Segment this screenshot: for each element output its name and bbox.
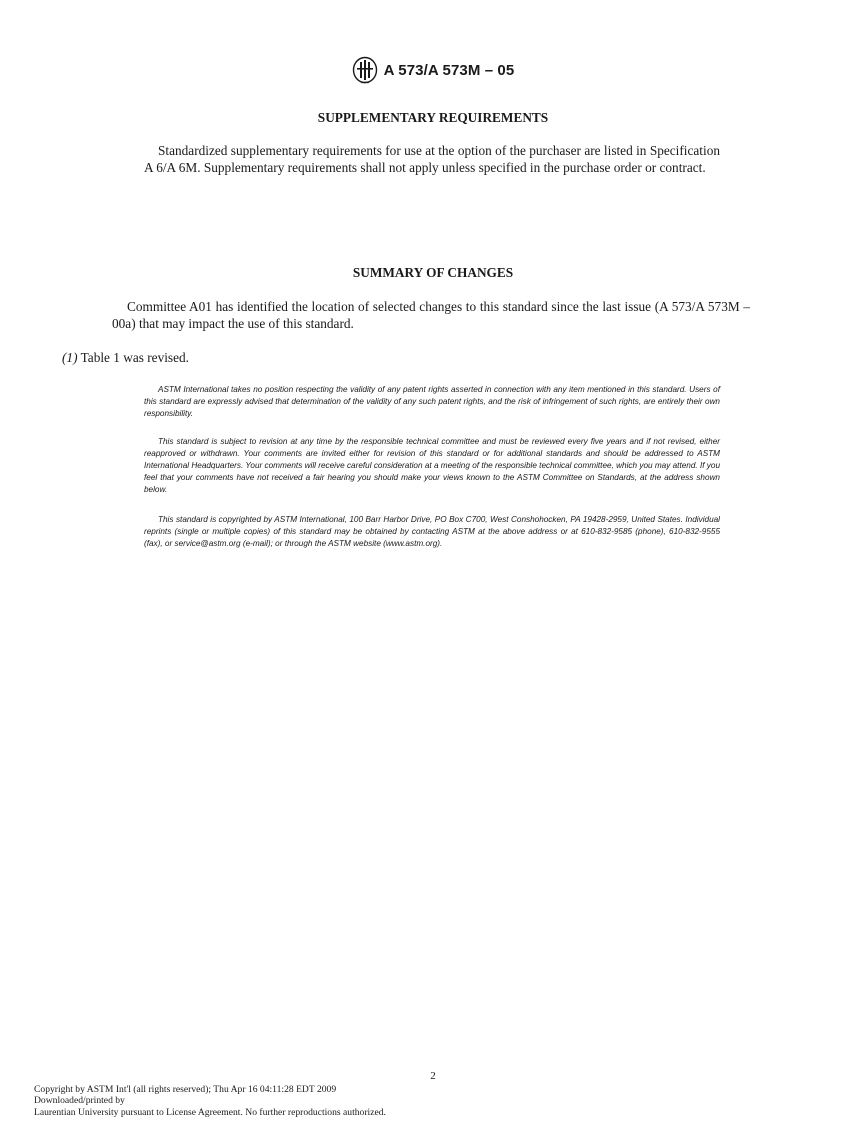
change-item-text: Table 1 was revised. (80, 350, 189, 365)
summary-of-changes-paragraph (112, 299, 750, 332)
summary-of-changes-text: Committee A01 has identified the location of selected changes to this standard since the last issue (A 573/A 573M – 00a) that may impact the use of this standard. (112, 299, 750, 331)
change-list-item (62, 350, 189, 366)
revision-notice (144, 436, 720, 496)
copyright-notice-text: This standard is copyrighted by ASTM International, 100 Barr Harbor Drive, PO Box C700, West Conshohocken, PA 19428-2959, United States. Individual reprints (single or multiple copies) of this standard may be obtained by contacting ASTM at the above address or at 610-832-9585 (phone), 610-832-9555 (fax), or service@astm.org (e-mail); or through the ASTM website (www.astm.org). (144, 515, 720, 549)
page-header (0, 56, 866, 84)
summary-of-changes-heading: SUMMARY OF CHANGES (352, 265, 514, 280)
logo-text: ASTM (360, 80, 369, 84)
footer-downloaded-line: Downloaded/printed by (34, 1095, 125, 1107)
footer-license-line: Laurentian University pursuant to License Agreement. No further reproductions authorized. (34, 1106, 386, 1118)
revision-notice-text: This standard is subject to revision at any time by the responsible technical committee and must be reviewed every five years and if not revised, either reapproved or withdrawn. Your comments are invited either for revision of this standard or for additional standards and should be addressed to ASTM International Headquarters. Your comments will receive careful consideration at a meeting of the responsible technical committee, which you may attend. If you feel that your comments have not received a fair hearing you should make your views known to the ASTM Committee on Standards, at the address shown below. (144, 437, 720, 495)
footer-copyright-line: Copyright by ASTM Int'l (all rights reserved); Thu Apr 16 04:11:28 EDT 2009 (34, 1084, 337, 1095)
patent-notice-text: ASTM International takes no position respecting the validity of any patent rights asserted in connection with any item mentioned in this standard. Users of this standard are expressly advised that determination of the validity of any such patent rights, and the risk of infringement of such rights, are entirely their own responsibility. (144, 385, 720, 419)
standard-designation: A 573/A 573M – 05 (383, 61, 515, 79)
page-footer (34, 1084, 386, 1118)
supplementary-requirements-heading: SUPPLEMENTARY REQUIREMENTS (317, 110, 549, 125)
copyright-notice (144, 514, 720, 550)
patent-notice (144, 384, 720, 420)
supplementary-requirements-paragraph (144, 143, 720, 176)
page-number: 2 (430, 1070, 436, 1082)
supplementary-requirements-text: Standardized supplementary requirements for use at the option of the purchaser are listed in Specification A 6/A 6M. Supplementary requirements shall not apply unless specified in the purchase order or contract. (144, 143, 720, 175)
astm-logo-icon (352, 56, 378, 84)
change-item-number: (1) (62, 350, 78, 365)
